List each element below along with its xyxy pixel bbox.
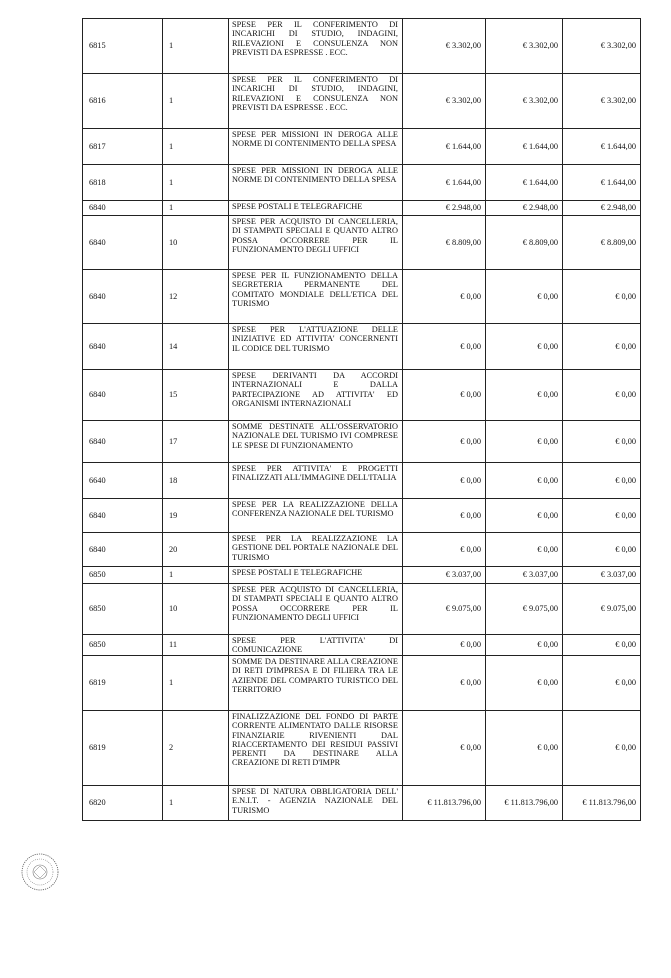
amount-year-3: € 1.644,00 <box>563 129 641 165</box>
expense-description: SPESE PER LA REALIZZAZIONE LA GESTIONE DEL PORTALE NAZIONALE DEL TURISMO <box>229 533 403 567</box>
amount-year-3: € 0,00 <box>563 324 641 370</box>
amount-year-3: € 11.813.796,00 <box>563 786 641 821</box>
chapter-number: 6840 <box>83 324 163 370</box>
table-row <box>83 533 641 567</box>
table-row <box>83 421 641 463</box>
article-number: 15 <box>163 370 229 421</box>
amount-year-2: € 0,00 <box>486 324 563 370</box>
amount-year-3: € 0,00 <box>563 533 641 567</box>
amount-year-1: € 0,00 <box>403 635 486 656</box>
article-number: 20 <box>163 533 229 567</box>
table-row <box>83 463 641 499</box>
expense-description: SPESE PER IL FUNZIONAMENTO DELLA SEGRETERIA PERMANENTE DEL COMITATO MONDIALE DELL'ETICA DEL TURISMO <box>229 270 403 324</box>
amount-year-1: € 0,00 <box>403 324 486 370</box>
table-row <box>83 635 641 656</box>
table-row <box>83 584 641 635</box>
amount-year-2: € 9.075,00 <box>486 584 563 635</box>
table-row <box>83 201 641 216</box>
chapter-number: 6817 <box>83 129 163 165</box>
article-number: 1 <box>163 165 229 201</box>
amount-year-2: € 0,00 <box>486 711 563 786</box>
amount-year-2: € 0,00 <box>486 499 563 533</box>
amount-year-3: € 0,00 <box>563 499 641 533</box>
amount-year-3: € 3.302,00 <box>563 19 641 74</box>
amount-year-1: € 3.302,00 <box>403 74 486 129</box>
amount-year-2: € 0,00 <box>486 463 563 499</box>
article-number: 1 <box>163 19 229 74</box>
expense-description: SPESE POSTALI E TELEGRAFICHE <box>229 567 403 584</box>
table-row <box>83 786 641 821</box>
amount-year-2: € 8.809,00 <box>486 216 563 270</box>
expense-description: SPESE PER L'ATTIVITA' DI COMUNICAZIONE <box>229 635 403 656</box>
chapter-number: 6840 <box>83 216 163 270</box>
amount-year-3: € 0,00 <box>563 370 641 421</box>
article-number: 10 <box>163 216 229 270</box>
amount-year-2: € 1.644,00 <box>486 129 563 165</box>
expense-description: SPESE PER MISSIONI IN DEROGA ALLE NORME DI CONTENIMENTO DELLA SPESA <box>229 129 403 165</box>
table-row <box>83 370 641 421</box>
chapter-number: 6840 <box>83 270 163 324</box>
amount-year-1: € 0,00 <box>403 656 486 711</box>
amount-year-2: € 2.948,00 <box>486 201 563 216</box>
chapter-number: 6819 <box>83 656 163 711</box>
chapter-number: 6815 <box>83 19 163 74</box>
chapter-number: 6840 <box>83 499 163 533</box>
chapter-number: 6819 <box>83 711 163 786</box>
expense-description: SPESE DI NATURA OBBLIGATORIA DELL' E.N.I.T. - AGENZIA NAZIONALE DEL TURISMO <box>229 786 403 821</box>
table-row <box>83 165 641 201</box>
article-number: 10 <box>163 584 229 635</box>
amount-year-3: € 3.037,00 <box>563 567 641 584</box>
amount-year-2: € 3.302,00 <box>486 19 563 74</box>
amount-year-1: € 2.948,00 <box>403 201 486 216</box>
amount-year-1: € 9.075,00 <box>403 584 486 635</box>
article-number: 14 <box>163 324 229 370</box>
chapter-number: 6840 <box>83 370 163 421</box>
expense-description: SPESE PER L'ATTUAZIONE DELLE INIZIATIVE ED ATTIVITA' CONCERNENTI IL CODICE DEL TURISMO <box>229 324 403 370</box>
amount-year-1: € 0,00 <box>403 711 486 786</box>
amount-year-2: € 0,00 <box>486 370 563 421</box>
article-number: 1 <box>163 656 229 711</box>
article-number: 18 <box>163 463 229 499</box>
amount-year-1: € 0,00 <box>403 533 486 567</box>
amount-year-3: € 2.948,00 <box>563 201 641 216</box>
table-row <box>83 74 641 129</box>
chapter-number: 6640 <box>83 463 163 499</box>
amount-year-1: € 8.809,00 <box>403 216 486 270</box>
amount-year-2: € 0,00 <box>486 635 563 656</box>
amount-year-2: € 1.644,00 <box>486 165 563 201</box>
amount-year-1: € 11.813.796,00 <box>403 786 486 821</box>
expense-description: SPESE PER ACQUISTO DI CANCELLERIA, DI STAMPATI SPECIALI E QUANTO ALTRO POSSA OCCORRERE PER IL FUNZIONAMENTO DEGLI UFFICI <box>229 584 403 635</box>
chapter-number: 6850 <box>83 635 163 656</box>
amount-year-1: € 0,00 <box>403 499 486 533</box>
amount-year-1: € 3.037,00 <box>403 567 486 584</box>
chapter-number: 6840 <box>83 421 163 463</box>
amount-year-3: € 0,00 <box>563 635 641 656</box>
amount-year-3: € 0,00 <box>563 463 641 499</box>
table-row <box>83 19 641 74</box>
amount-year-1: € 0,00 <box>403 463 486 499</box>
expense-description: SOMME DA DESTINARE ALLA CREAZIONE DI RETI D'IMPRESA E DI FILIERA TRA LE AZIENDE DEL COMPARTO TURISTICO DEL TERRITORIO <box>229 656 403 711</box>
amount-year-3: € 9.075,00 <box>563 584 641 635</box>
table-row <box>83 656 641 711</box>
amount-year-1: € 0,00 <box>403 421 486 463</box>
table-row <box>83 711 641 786</box>
amount-year-2: € 0,00 <box>486 656 563 711</box>
article-number: 1 <box>163 201 229 216</box>
amount-year-2: € 3.302,00 <box>486 74 563 129</box>
amount-year-3: € 8.809,00 <box>563 216 641 270</box>
table-row <box>83 270 641 324</box>
expense-description: SOMME DESTINATE ALL'OSSERVATORIO NAZIONALE DEL TURISMO IVI COMPRESE LE SPESE DI FUNZIONAMENTO <box>229 421 403 463</box>
amount-year-3: € 0,00 <box>563 656 641 711</box>
article-number: 1 <box>163 786 229 821</box>
amount-year-3: € 0,00 <box>563 270 641 324</box>
chapter-number: 6850 <box>83 567 163 584</box>
expense-description: SPESE PER ACQUISTO DI CANCELLERIA, DI STAMPATI SPECIALI E QUANTO ALTRO POSSA OCCORRERE PER IL FUNZIONAMENTO DEGLI UFFICI <box>229 216 403 270</box>
article-number: 2 <box>163 711 229 786</box>
round-official-stamp-icon <box>20 852 60 892</box>
article-number: 1 <box>163 567 229 584</box>
amount-year-3: € 1.644,00 <box>563 165 641 201</box>
amount-year-2: € 0,00 <box>486 270 563 324</box>
table-row <box>83 129 641 165</box>
amount-year-2: € 3.037,00 <box>486 567 563 584</box>
article-number: 12 <box>163 270 229 324</box>
amount-year-2: € 0,00 <box>486 533 563 567</box>
article-number: 1 <box>163 74 229 129</box>
expense-description: SPESE POSTALI E TELEGRAFICHE <box>229 201 403 216</box>
table-row <box>83 567 641 584</box>
budget-table-container <box>82 18 640 821</box>
table-row <box>83 216 641 270</box>
expense-description: SPESE PER ATTIVITA' E PROGETTI FINALIZZATI ALL'IMMAGINE DELL'ITALIA <box>229 463 403 499</box>
article-number: 19 <box>163 499 229 533</box>
chapter-number: 6840 <box>83 533 163 567</box>
amount-year-1: € 1.644,00 <box>403 165 486 201</box>
expense-description: SPESE PER LA REALIZZAZIONE DELLA CONFERENZA NAZIONALE DEL TURISMO <box>229 499 403 533</box>
amount-year-3: € 0,00 <box>563 711 641 786</box>
expense-description: SPESE PER IL CONFERIMENTO DI INCARICHI DI STUDIO, INDAGINI, RILEVAZIONI E CONSULENZA NON PREVISTI DA ESPRESSE . ECC. <box>229 19 403 74</box>
chapter-number: 6850 <box>83 584 163 635</box>
amount-year-1: € 1.644,00 <box>403 129 486 165</box>
article-number: 17 <box>163 421 229 463</box>
article-number: 1 <box>163 129 229 165</box>
chapter-number: 6816 <box>83 74 163 129</box>
chapter-number: 6840 <box>83 201 163 216</box>
table-row <box>83 499 641 533</box>
amount-year-1: € 0,00 <box>403 370 486 421</box>
amount-year-1: € 3.302,00 <box>403 19 486 74</box>
expense-description: FINALIZZAZIONE DEL FONDO DI PARTE CORRENTE ALIMENTATO DALLE RISORSE FINANZIARIE RIVENIENTI DAL RIACCERTAMENTO DEI RESIDUI PASSIVI PERENTI DA DESTINARE ALLA CREAZIONE DI RETI D'IMPR <box>229 711 403 786</box>
chapter-number: 6820 <box>83 786 163 821</box>
amount-year-3: € 3.302,00 <box>563 74 641 129</box>
expense-description: SPESE DERIVANTI DA ACCORDI INTERNAZIONALI E DALLA PARTECIPAZIONE AD ATTIVITA' ED ORGANISMI INTERNAZIONALI <box>229 370 403 421</box>
article-number: 11 <box>163 635 229 656</box>
amount-year-1: € 0,00 <box>403 270 486 324</box>
expense-description: SPESE PER IL CONFERIMENTO DI INCARICHI DI STUDIO, INDAGINI, RILEVAZIONI E CONSULENZA NON PREVISTI DA ESPRESSE . ECC. <box>229 74 403 129</box>
table-row <box>83 324 641 370</box>
amount-year-2: € 0,00 <box>486 421 563 463</box>
chapter-number: 6818 <box>83 165 163 201</box>
amount-year-3: € 0,00 <box>563 421 641 463</box>
amount-year-2: € 11.813.796,00 <box>486 786 563 821</box>
budget-table <box>82 18 641 821</box>
expense-description: SPESE PER MISSIONI IN DEROGA ALLE NORME DI CONTENIMENTO DELLA SPESA <box>229 165 403 201</box>
